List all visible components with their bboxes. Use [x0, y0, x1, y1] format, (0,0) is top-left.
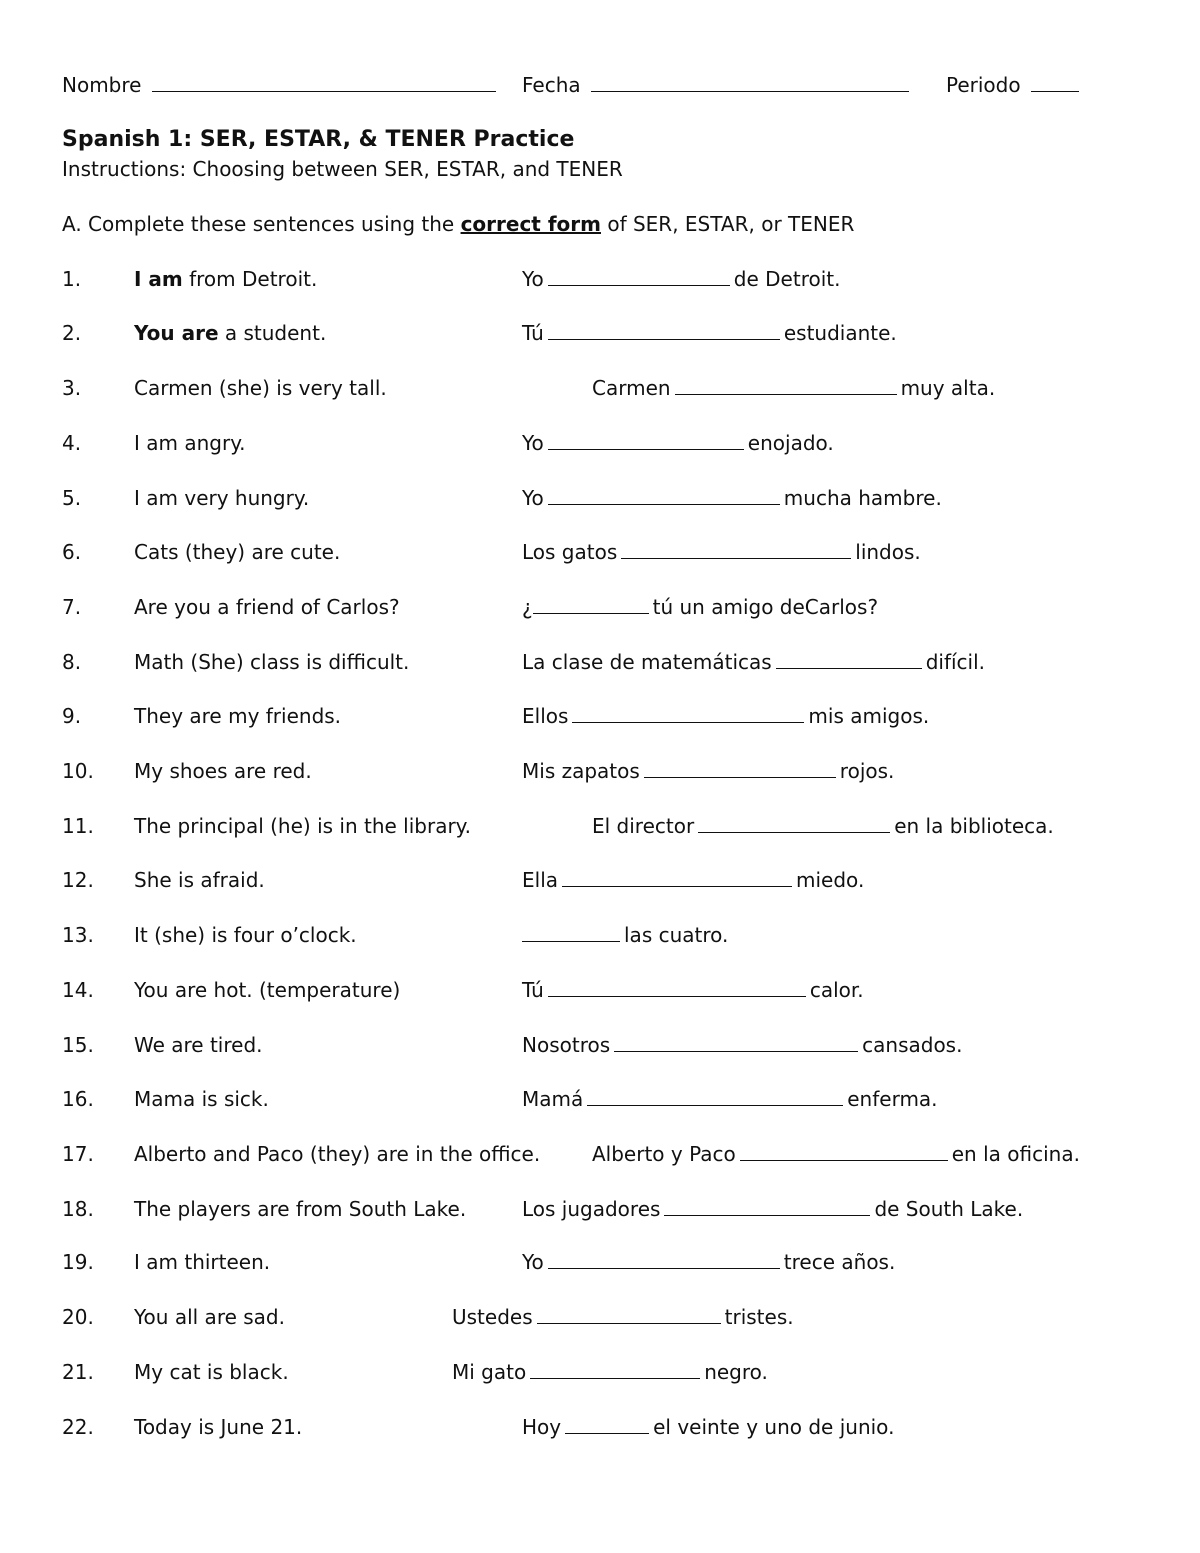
english-text: a student.	[218, 321, 327, 345]
answer-blank[interactable]	[644, 759, 836, 778]
item-number: 13.	[62, 923, 94, 947]
spanish-sentence	[522, 267, 840, 291]
spanish-after-blank: rojos.	[839, 759, 895, 783]
spanish-before-blank: Mis zapatos	[522, 759, 640, 783]
answer-blank[interactable]	[548, 431, 744, 450]
english-text: They are my friends.	[134, 704, 342, 728]
spanish-before-blank: ¿	[522, 595, 533, 619]
english-text: My cat is black.	[134, 1360, 289, 1384]
english-sentence	[134, 923, 357, 947]
english-text: We are tired.	[134, 1033, 263, 1057]
english-text: Alberto and Paco (they) are in the office.	[134, 1142, 541, 1166]
period-row	[946, 73, 1083, 97]
item-number: 14.	[62, 978, 94, 1002]
date-row	[522, 73, 913, 97]
english-sentence	[134, 814, 471, 838]
english-sentence	[134, 431, 246, 455]
answer-blank[interactable]	[530, 1360, 700, 1379]
item-number: 21.	[62, 1360, 94, 1384]
item-number: 18.	[62, 1197, 94, 1221]
answer-blank[interactable]	[614, 1033, 858, 1052]
spanish-sentence	[522, 1033, 962, 1057]
spanish-after-blank: de Detroit.	[733, 267, 841, 291]
spanish-before-blank: Mamá	[522, 1087, 584, 1111]
answer-blank[interactable]	[522, 923, 620, 942]
english-sentence	[134, 1415, 302, 1439]
spanish-sentence	[452, 1360, 768, 1384]
spanish-sentence	[592, 376, 995, 400]
spanish-sentence	[522, 431, 834, 455]
english-bold-part: You are	[134, 321, 219, 345]
spanish-after-blank: negro.	[704, 1360, 768, 1384]
answer-blank[interactable]	[572, 704, 804, 723]
english-text: Carmen (she) is very tall.	[134, 376, 387, 400]
spanish-after-blank: mis amigos.	[808, 704, 930, 728]
spanish-sentence	[592, 814, 1054, 838]
english-sentence	[134, 868, 265, 892]
spanish-after-blank: mucha hambre.	[783, 486, 942, 510]
spanish-before-blank: Tú	[522, 978, 544, 1002]
spanish-after-blank: en la biblioteca.	[894, 814, 1054, 838]
spanish-sentence	[522, 540, 921, 564]
english-text: The players are from South Lake.	[134, 1197, 467, 1221]
spanish-after-blank: calor.	[809, 978, 864, 1002]
english-text: I am angry.	[134, 431, 246, 455]
spanish-before-blank: Hoy	[522, 1415, 562, 1439]
english-text: I am thirteen.	[134, 1250, 271, 1274]
english-sentence	[134, 1250, 270, 1274]
spanish-sentence	[522, 321, 897, 345]
section-a-suffix: of SER, ESTAR, or TENER	[600, 212, 855, 236]
english-text: It (she) is four o’clock.	[134, 923, 357, 947]
answer-blank[interactable]	[537, 1305, 721, 1324]
spanish-sentence	[522, 595, 878, 619]
item-number: 6.	[62, 540, 82, 564]
spanish-after-blank: trece años.	[783, 1250, 896, 1274]
spanish-after-blank: tú un amigo deCarlos?	[652, 595, 879, 619]
spanish-after-blank: difícil.	[925, 650, 986, 674]
spanish-before-blank: Nosotros	[522, 1033, 611, 1057]
english-text: I am very hungry.	[134, 486, 310, 510]
spanish-before-blank: Yo	[522, 1250, 544, 1274]
english-sentence	[134, 1142, 540, 1166]
period-blank[interactable]	[1031, 73, 1079, 92]
spanish-after-blank: estudiante.	[783, 321, 897, 345]
english-text: The principal (he) is in the library.	[134, 814, 472, 838]
english-text: Mama is sick.	[134, 1087, 269, 1111]
item-number: 1.	[62, 267, 82, 291]
item-number: 3.	[62, 376, 82, 400]
english-sentence	[134, 376, 387, 400]
spanish-sentence	[522, 978, 864, 1002]
english-sentence	[134, 704, 341, 728]
item-number: 9.	[62, 704, 82, 728]
english-text: Today is June 21.	[134, 1415, 303, 1439]
item-number: 12.	[62, 868, 94, 892]
answer-blank[interactable]	[565, 1415, 649, 1434]
spanish-before-blank: Ellos	[522, 704, 569, 728]
spanish-sentence	[522, 923, 728, 947]
answer-blank[interactable]	[548, 1250, 780, 1269]
spanish-after-blank: enferma.	[847, 1087, 938, 1111]
item-number: 4.	[62, 431, 82, 455]
item-number: 7.	[62, 595, 82, 619]
spanish-sentence	[522, 1087, 938, 1111]
spanish-before-blank: Los gatos	[522, 540, 618, 564]
spanish-before-blank: Mi gato	[452, 1360, 527, 1384]
answer-blank[interactable]	[621, 540, 851, 559]
spanish-sentence	[522, 1197, 1023, 1221]
period-label: Periodo	[946, 73, 1021, 97]
english-sentence	[134, 1360, 289, 1384]
spanish-before-blank: El director	[592, 814, 695, 838]
spanish-after-blank: en la oficina.	[951, 1142, 1080, 1166]
date-blank[interactable]	[591, 73, 909, 92]
spanish-after-blank: miedo.	[796, 868, 865, 892]
spanish-after-blank: tristes.	[724, 1305, 794, 1329]
english-sentence	[134, 595, 400, 619]
spanish-after-blank: las cuatro.	[624, 923, 729, 947]
english-sentence	[134, 1033, 263, 1057]
section-a-prefix: A. Complete these sentences using the	[62, 212, 461, 236]
english-sentence	[134, 267, 317, 291]
spanish-before-blank: Tú	[522, 321, 544, 345]
english-text: You all are sad.	[134, 1305, 285, 1329]
spanish-sentence	[522, 650, 985, 674]
spanish-before-blank: Los jugadores	[522, 1197, 661, 1221]
english-sentence	[134, 650, 409, 674]
answer-blank[interactable]	[740, 1142, 948, 1161]
english-text: She is afraid.	[134, 868, 265, 892]
english-sentence	[134, 1087, 269, 1111]
spanish-after-blank: de South Lake.	[874, 1197, 1024, 1221]
item-number: 20.	[62, 1305, 94, 1329]
spanish-sentence	[522, 1415, 894, 1439]
spanish-sentence	[522, 1250, 895, 1274]
english-sentence	[134, 1305, 285, 1329]
item-number: 11.	[62, 814, 94, 838]
answer-blank[interactable]	[776, 650, 922, 669]
section-a-heading	[62, 212, 854, 236]
answer-blank[interactable]	[675, 376, 897, 395]
item-number: 22.	[62, 1415, 94, 1439]
spanish-sentence	[522, 868, 864, 892]
spanish-before-blank: Carmen	[592, 376, 671, 400]
english-bold-part: I am	[134, 267, 183, 291]
spanish-before-blank: Ustedes	[452, 1305, 533, 1329]
answer-blank[interactable]	[533, 595, 649, 614]
instructions: Instructions: Choosing between SER, ESTAR, and TENER	[62, 157, 623, 181]
spanish-before-blank: Alberto y Paco	[592, 1142, 736, 1166]
spanish-sentence	[522, 704, 929, 728]
spanish-before-blank: La clase de matemáticas	[522, 650, 772, 674]
answer-blank[interactable]	[548, 321, 780, 340]
spanish-after-blank: muy alta.	[900, 376, 996, 400]
item-number: 15.	[62, 1033, 94, 1057]
item-number: 16.	[62, 1087, 94, 1111]
header-row	[62, 73, 500, 97]
name-label: Nombre	[62, 73, 142, 97]
item-number: 17.	[62, 1142, 94, 1166]
answer-blank[interactable]	[548, 978, 806, 997]
spanish-before-blank: Yo	[522, 431, 544, 455]
spanish-sentence	[522, 759, 894, 783]
spanish-sentence	[522, 486, 942, 510]
spanish-after-blank: lindos.	[855, 540, 921, 564]
worksheet-title: Spanish 1: SER, ESTAR, & TENER Practice	[62, 127, 575, 152]
english-sentence	[134, 759, 312, 783]
name-blank[interactable]	[152, 73, 496, 92]
english-sentence	[134, 540, 340, 564]
item-number: 10.	[62, 759, 94, 783]
item-number: 5.	[62, 486, 82, 510]
english-sentence	[134, 321, 326, 345]
answer-blank[interactable]	[562, 868, 792, 887]
spanish-after-blank: enojado.	[747, 431, 834, 455]
answer-blank[interactable]	[548, 486, 780, 505]
spanish-sentence	[592, 1142, 1080, 1166]
spanish-after-blank: el veinte y uno de junio.	[653, 1415, 895, 1439]
date-label: Fecha	[522, 73, 581, 97]
spanish-before-blank: Ella	[522, 868, 559, 892]
item-number: 8.	[62, 650, 82, 674]
section-a-emphasis: correct form	[460, 212, 601, 236]
english-text: from Detroit.	[182, 267, 318, 291]
answer-blank[interactable]	[664, 1197, 870, 1216]
spanish-before-blank: Yo	[522, 267, 544, 291]
english-text: My shoes are red.	[134, 759, 312, 783]
answer-blank[interactable]	[587, 1087, 843, 1106]
spanish-before-blank: Yo	[522, 486, 544, 510]
english-text: Math (She) class is difficult.	[134, 650, 410, 674]
item-number: 19.	[62, 1250, 94, 1274]
answer-blank[interactable]	[698, 814, 890, 833]
item-number: 2.	[62, 321, 82, 345]
spanish-sentence	[452, 1305, 794, 1329]
english-sentence	[134, 486, 309, 510]
answer-blank[interactable]	[548, 267, 730, 286]
spanish-after-blank: cansados.	[862, 1033, 963, 1057]
english-sentence	[134, 978, 400, 1002]
english-sentence	[134, 1197, 466, 1221]
english-text: Cats (they) are cute.	[134, 540, 341, 564]
english-text: Are you a friend of Carlos?	[134, 595, 400, 619]
english-text: You are hot. (temperature)	[134, 978, 401, 1002]
